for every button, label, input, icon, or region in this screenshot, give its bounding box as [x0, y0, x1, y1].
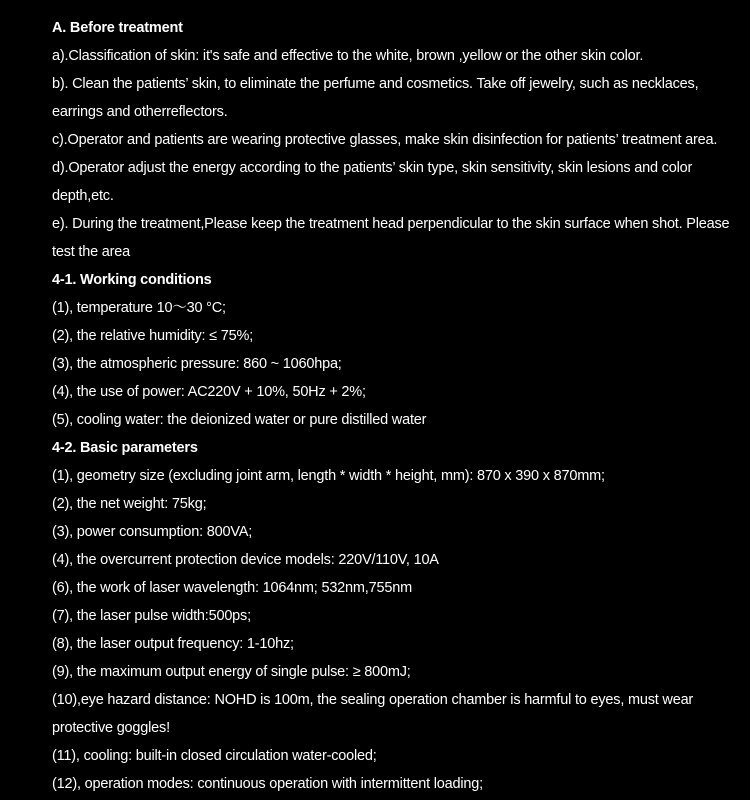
basic-item-wavelength: (6), the work of laser wavelength: 1064nm; 532nm,755nm	[52, 580, 412, 596]
before-item-c: c).Operator and patients are wearing protective glasses, make skin disinfection for patients’ treatment area.	[52, 132, 718, 148]
basic-item-max-output-energy: (9), the maximum output energy of single pulse: ≥ 800mJ;	[52, 664, 411, 680]
basic-item-output-frequency: (8), the laser output frequency: 1-10hz;	[52, 636, 294, 652]
basic-item-eye-hazard-line2: protective goggles!	[52, 720, 170, 736]
before-item-d-line2: depth,etc.	[52, 188, 114, 204]
basic-item-power-consumption: (3), power consumption: 800VA;	[52, 524, 253, 540]
basic-item-pulse-width: (7), the laser pulse width:500ps;	[52, 608, 251, 624]
before-item-b-line2: earrings and otherreflectors.	[52, 104, 228, 120]
working-conditions-heading: 4-1. Working conditions	[52, 272, 212, 288]
before-item-e-line1: e). During the treatment,Please keep the treatment head perpendicular to the skin surface when shot. Please	[52, 216, 730, 232]
working-item-power: (4), the use of power: AC220V + 10%, 50Hz + 2%;	[52, 384, 366, 400]
working-item-pressure: (3), the atmospheric pressure: 860 ~ 1060hpa;	[52, 356, 342, 372]
before-item-b-line1: b). Clean the patients’ skin, to eliminate the perfume and cosmetics. Take off jewelry, such as necklaces,	[52, 76, 699, 92]
before-item-e-line2: test the area	[52, 244, 131, 260]
basic-item-overcurrent-protection: (4), the overcurrent protection device models: 220V/110V, 10A	[52, 552, 439, 568]
document-page	[52, 14, 732, 798]
before-treatment-heading: A. Before treatment	[52, 20, 183, 36]
before-item-a: a).Classification of skin: it's safe and effective to the white, brown ,yellow or the other skin color.	[52, 48, 644, 64]
basic-item-eye-hazard-line1: (10),eye hazard distance: NOHD is 100m, the sealing operation chamber is harmful to eyes, must wear	[52, 692, 694, 708]
before-item-d-line1: d).Operator adjust the energy according to the patients’ skin type, skin sensitivity, skin lesions and color	[52, 160, 693, 176]
working-item-temperature: (1), temperature 10～30 °C;	[52, 300, 226, 316]
basic-item-geometry-size: (1), geometry size (excluding joint arm, length * width * height, mm): 870 x 390 x 870mm;	[52, 468, 605, 484]
basic-item-cooling: (11), cooling: built-in closed circulation water-cooled;	[52, 748, 377, 764]
basic-parameters-heading: 4-2. Basic parameters	[52, 440, 198, 456]
working-item-cooling-water: (5), cooling water: the deionized water or pure distilled water	[52, 412, 427, 428]
basic-item-operation-modes: (12), operation modes: continuous operation with intermittent loading;	[52, 776, 483, 792]
working-item-humidity: (2), the relative humidity: ≤ 75%;	[52, 328, 254, 344]
basic-item-net-weight: (2), the net weight: 75kg;	[52, 496, 207, 512]
